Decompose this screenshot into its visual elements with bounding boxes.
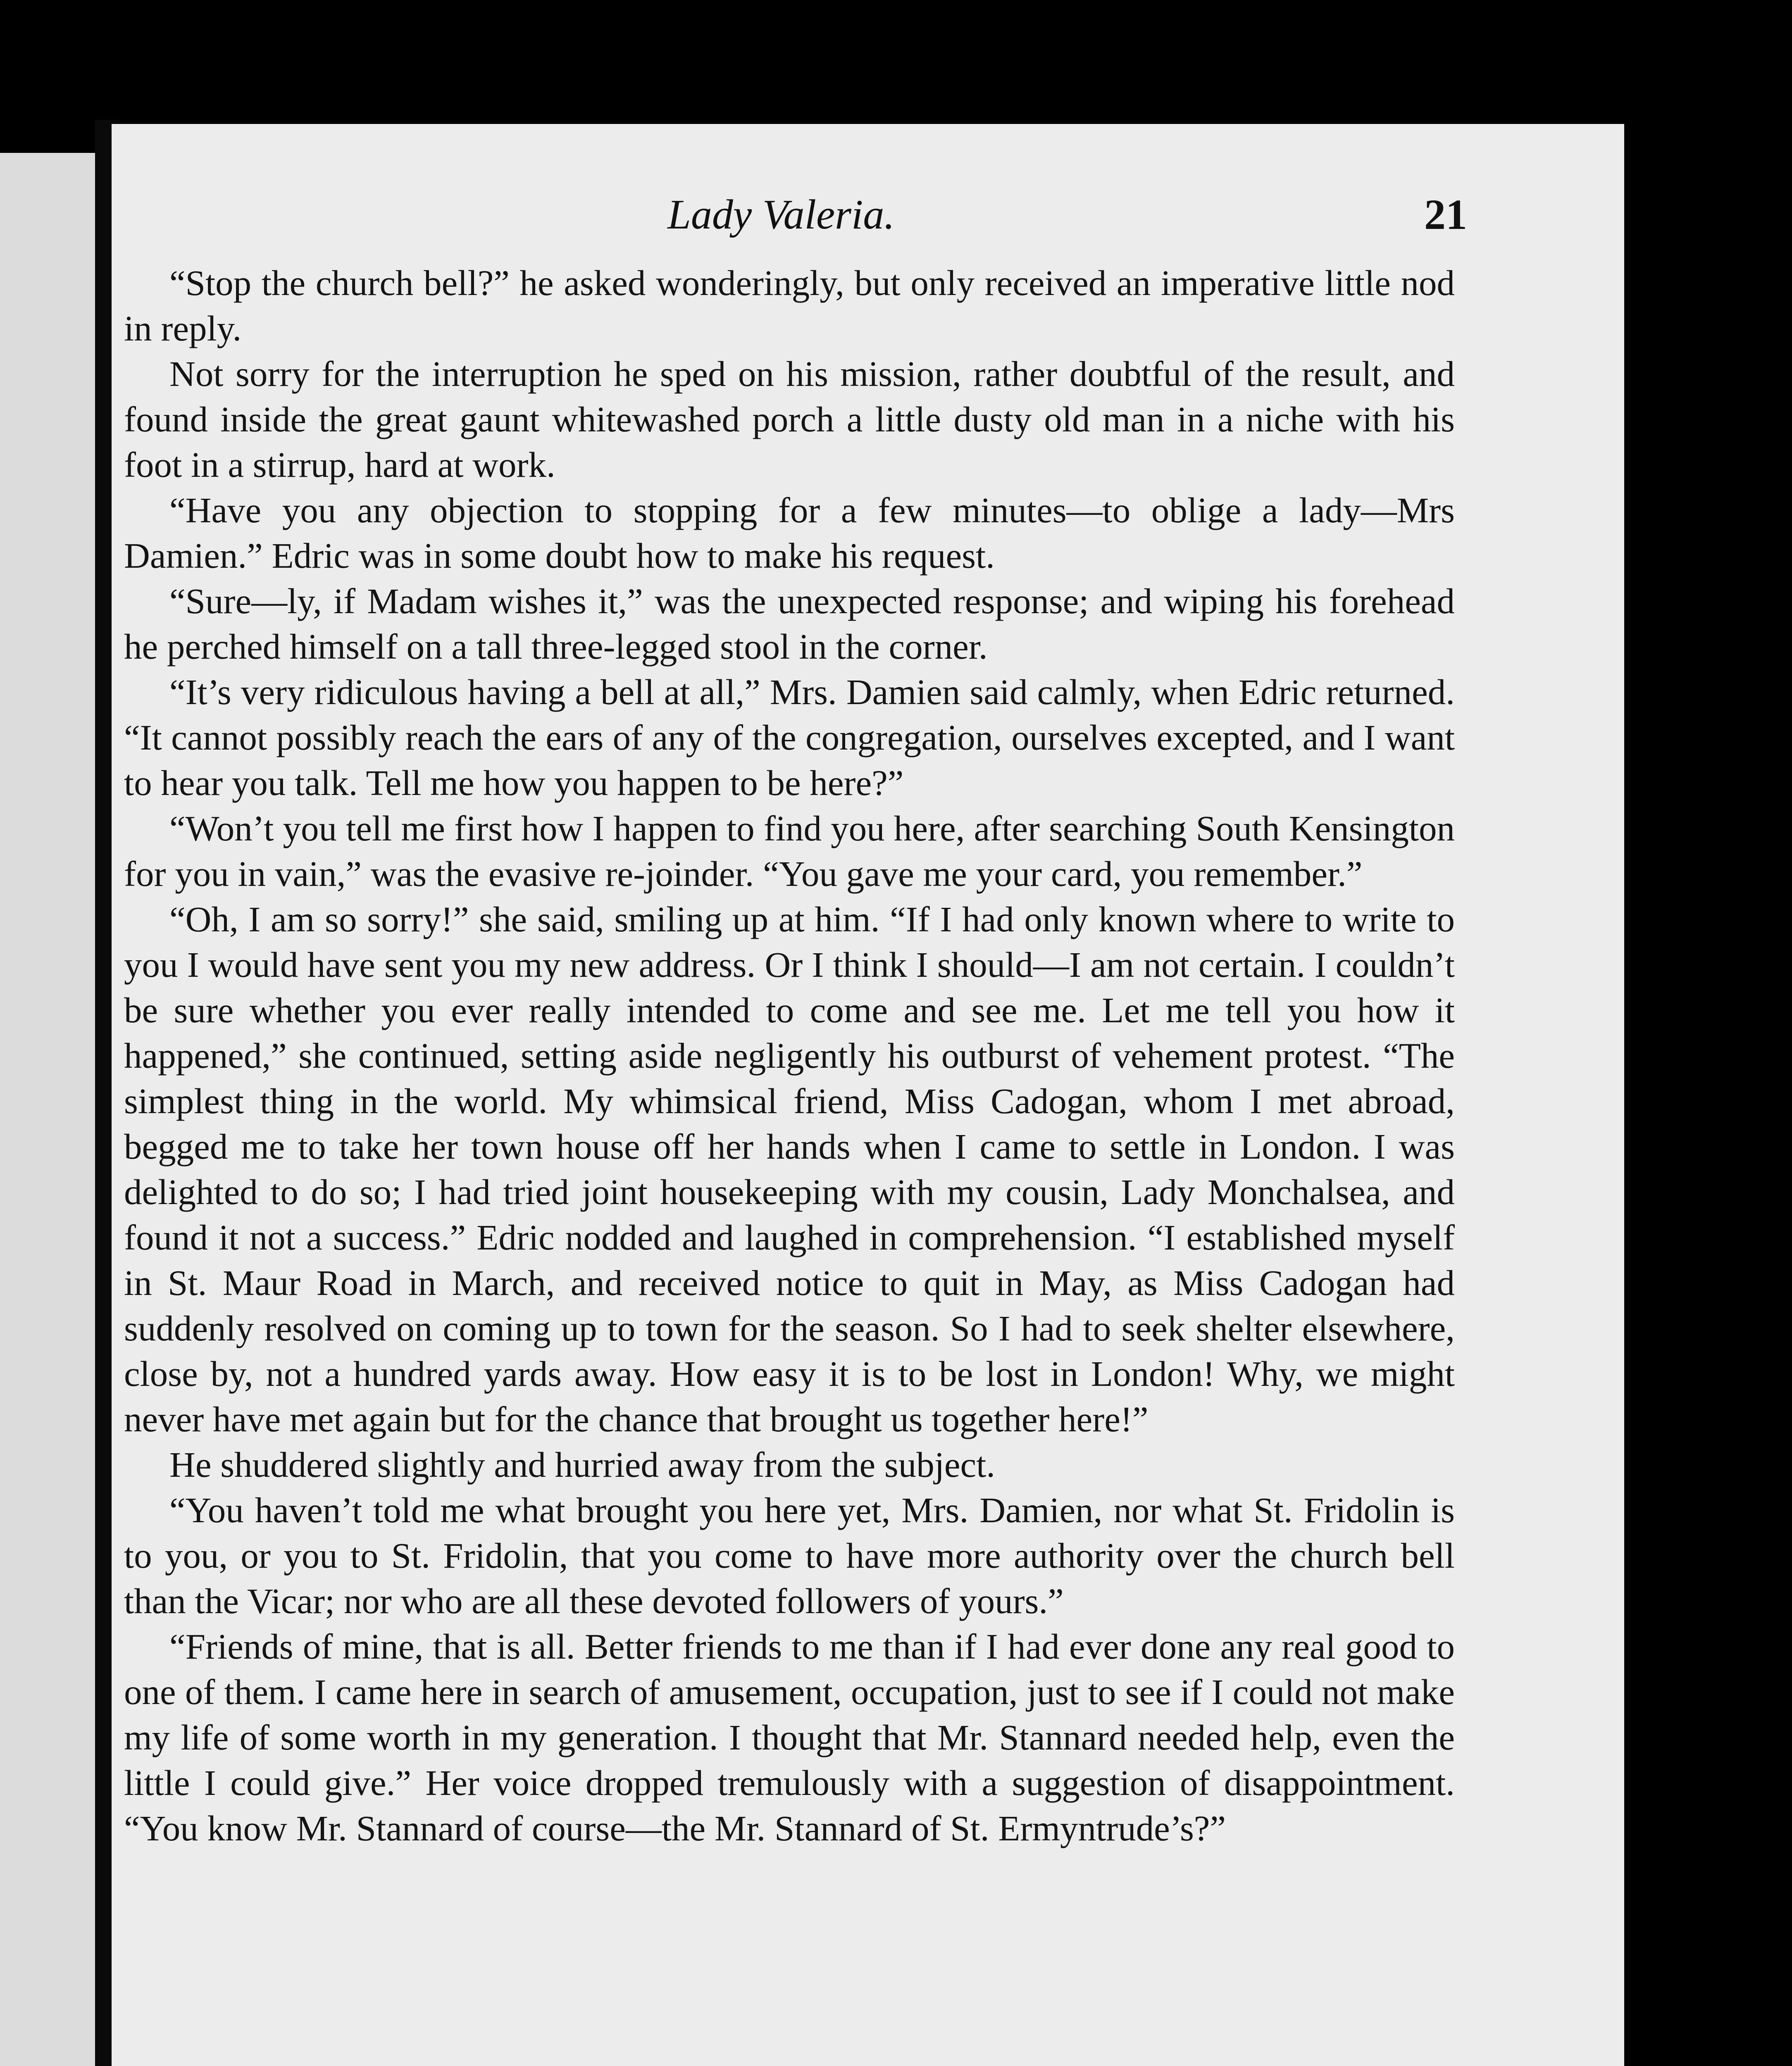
paragraph: “Friends of mine, that is all. Better friends to me than if I had ever done any real good to one of them. I came here in search of amusement, occupation, just to see if I could not make my life of some worth in my generation. I thought that Mr. Stannard needed help, even the little I could give.” Her voice dropped tremulously with a suggestion of disappointment. “You know Mr. Stannard of course—the Mr. Stannard of St. Ermyntrude’s?” [124, 1626, 1455, 1848]
paragraph: “Stop the church bell?” he asked wonderingly, but only received an imperative little nod in reply. [124, 263, 1455, 348]
paragraph: “Won’t you tell me first how I happen to find you here, after searching South Kensington for you in vain,” was the evasive re-joinder. “You gave me your card, you remember.” [124, 808, 1455, 894]
paragraph: “You haven’t told me what brought you here yet, Mrs. Damien, nor what St. Fridolin is to you, or you to St. Fridolin, that you come to have more authority over the church bell than the Vicar; nor who are all these devoted followers of yours.” [124, 1490, 1455, 1621]
paragraph: “Oh, I am so sorry!” she said, smiling up at him. “If I had only known where to write to you I would have sent you my new address. Or I think I should—I am not certain. I couldn’t be sure whether you ever really intended to come and see me. Let me tell you how it happened,” she continued, setting aside negligently his outburst of vehement protest. “The simplest thing in the world. My whimsical friend, Miss Cadogan, whom I met abroad, begged me to take her town house off her hands when I came to settle in London. I was delighted to do so; I had tried joint housekeeping with my cousin, Lady Monchalsea, and found it not a success.” Edric nodded and laughed in comprehension. “I established myself in St. Maur Road in March, and received notice to quit in May, as Miss Cadogan had suddenly resolved on coming up to town for the season. So I had to seek shelter elsewhere, close by, not a hundred yards away. How easy it is to be lost in London! Why, we might never have met again but for the chance that brought us together here!” [124, 899, 1455, 1439]
body-text [124, 260, 1455, 1851]
running-title: Lady Valeria. [667, 191, 895, 238]
paragraph: “Sure—ly, if Madam wishes it,” was the unexpected response; and wiping his forehead he perched himself on a tall three-legged stool in the corner. [124, 581, 1455, 666]
paragraph: “It’s very ridiculous having a bell at all,” Mrs. Damien said calmly, when Edric returned. “It cannot possibly reach the ears of any of the congregation, ourselves excepted, and I want to hear you talk. Tell me how you happen to be here?” [124, 672, 1455, 803]
page-header [124, 178, 1471, 252]
facing-page-edge [0, 153, 95, 2066]
paragraph: Not sorry for the interruption he sped on his mission, rather doubtful of the result, and found inside the great gaunt whitewashed porch a little dusty old man in a niche with his foot in a stirrup, hard at work. [124, 354, 1455, 485]
paragraph: He shuddered slightly and hurried away from the subject. [169, 1445, 996, 1485]
paragraph: “Have you any objection to stopping for a few minutes—to oblige a lady—Mrs Damien.” Edric was in some doubt how to make his request. [124, 490, 1455, 576]
page-number: 21 [1424, 191, 1467, 238]
